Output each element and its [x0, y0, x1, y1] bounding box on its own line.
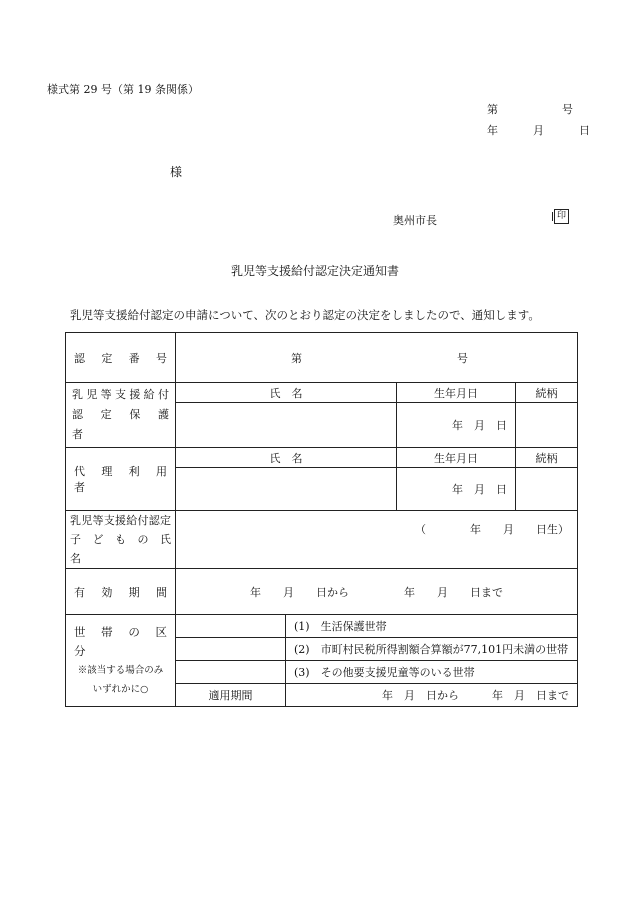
- certification-table: [65, 332, 578, 707]
- cert-number-prefix: 第: [291, 351, 302, 365]
- household-period-value[interactable]: 年 月 日から 年 月 日まで: [286, 684, 578, 707]
- form-number: 様式第 29 号（第 19 条関係）: [47, 83, 199, 96]
- household-row-1: [66, 615, 578, 638]
- child-label-line2: 子 ど も の 氏 名: [70, 533, 182, 565]
- guardian-label-line2: 認 定 保 護 者: [72, 408, 180, 441]
- household-mark-1[interactable]: [176, 615, 286, 638]
- validity-label: 有 効 期 間: [66, 569, 176, 615]
- proxy-birth-field[interactable]: 年 月 日: [397, 468, 516, 511]
- proxy-label: 代 理 利 用 者: [66, 448, 176, 511]
- notice-number-suffix: 号: [562, 103, 573, 116]
- proxy-name-field[interactable]: [176, 468, 397, 511]
- guardian-label-line1: 乳児等支援給付: [72, 388, 169, 401]
- household-option-1: (1) 生活保護世帯: [286, 615, 578, 638]
- issue-year: 年: [487, 124, 498, 137]
- proxy-birth-header: 生年月日: [397, 448, 516, 468]
- guardian-header-row: [66, 383, 578, 403]
- guardian-relation-field[interactable]: [516, 403, 578, 448]
- household-note-1: ※該当する場合のみ: [77, 664, 164, 676]
- child-name-field[interactable]: [176, 511, 578, 569]
- validity-row: [66, 569, 578, 615]
- household-label-main: 世 帯 の 区 分: [74, 624, 179, 658]
- proxy-header-row: [66, 448, 578, 468]
- proxy-relation-field[interactable]: [516, 468, 578, 511]
- guardian-birth-field[interactable]: 年 月 日: [397, 403, 516, 448]
- document-title: 乳児等支援給付認定決定通知書: [230, 264, 399, 278]
- guardian-name-field[interactable]: [176, 403, 397, 448]
- seal-icon: 印: [554, 209, 569, 224]
- child-row: [66, 511, 578, 569]
- proxy-name-header: 氏 名: [176, 448, 397, 468]
- addressee-honorific: 様: [170, 165, 183, 179]
- issue-date: [487, 122, 590, 138]
- household-option-3: (3) その他要支援児童等のいる世帯: [286, 661, 578, 684]
- cert-number-value: [176, 333, 578, 383]
- row-cert-number: [66, 333, 578, 383]
- household-period-label: 適用期間: [176, 684, 286, 707]
- guardian-name-header: 氏 名: [176, 383, 397, 403]
- guardian-relation-header: 続柄: [516, 383, 578, 403]
- cert-number-suffix: 号: [457, 351, 468, 365]
- cert-number-label: 認 定 番 号: [66, 333, 176, 383]
- household-mark-2[interactable]: [176, 638, 286, 661]
- issue-day: 日: [579, 124, 590, 137]
- household-label: [66, 615, 179, 707]
- notice-number-prefix: 第: [487, 103, 498, 116]
- proxy-relation-header: 続柄: [516, 448, 578, 468]
- child-label-line1: 乳児等支援給付認定: [70, 514, 171, 527]
- household-option-2: (2) 市町村民税所得割額合算額が77,101円未満の世帯: [286, 638, 578, 661]
- issue-month: 月: [533, 124, 544, 137]
- child-label: [66, 511, 182, 569]
- household-note-2: いずれかに○: [92, 683, 149, 695]
- guardian-birth-header: 生年月日: [397, 383, 516, 403]
- intro-text: 乳児等支援給付認定の申請について、次のとおり認定の決定をしましたので、通知します。: [70, 308, 540, 322]
- guardian-label: [66, 383, 180, 448]
- household-mark-3[interactable]: [176, 661, 286, 684]
- issuer-name: 奥州市長: [393, 214, 437, 227]
- validity-value[interactable]: 年 月 日から 年 月 日まで: [176, 569, 578, 615]
- child-birth: （ 年 月 日生）: [415, 523, 570, 536]
